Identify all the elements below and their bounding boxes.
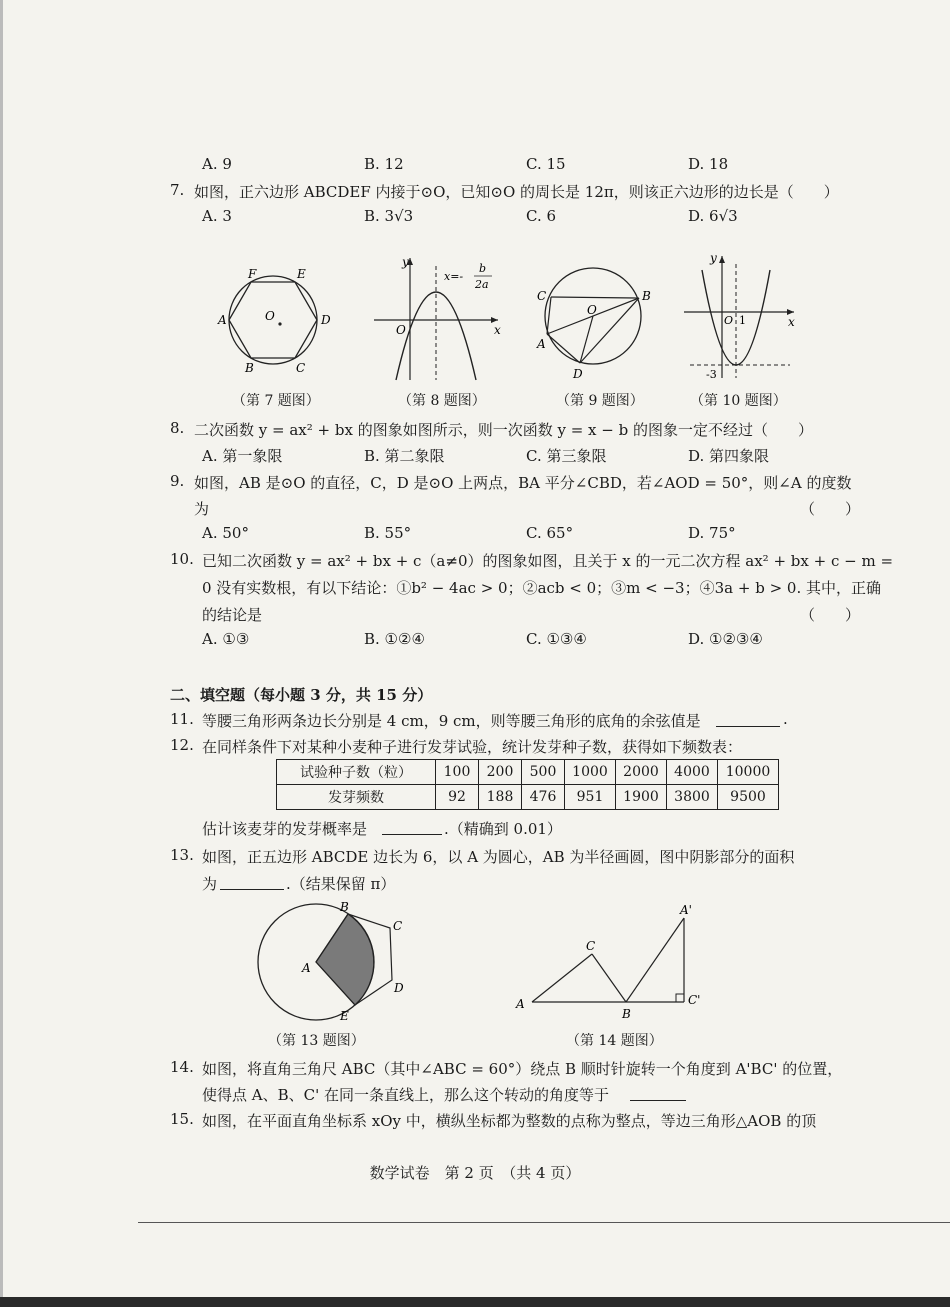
q14-line1: 如图，将直角三角尺 ABC（其中∠ABC = 60°）绕点 B 顺时针旋转一个角度到 A'BC' 的位置， — [202, 1060, 843, 1078]
caption-fig14: （第 14 题图） — [566, 1033, 663, 1049]
q6-option-b: B. 12 — [364, 155, 404, 173]
q12-after: 估计该麦芽的发芽概率是 — [202, 820, 368, 838]
fig8-label-x: x — [494, 323, 501, 337]
q10-option-a: A. ①③ — [202, 630, 250, 648]
q9-stem-cont: 为 — [194, 500, 210, 518]
fig14-label-c: C — [586, 939, 596, 953]
fig9-label-d: D — [573, 367, 583, 381]
fig7-label-o: O — [265, 309, 275, 323]
table-cell: 100 — [436, 760, 479, 785]
fig8-frac-num: b — [479, 262, 487, 275]
fig8-axis-eq: x=- — [444, 270, 464, 283]
q11-number: 11. — [170, 710, 194, 728]
section-2-title: 二、填空题（每小题 3 分，共 15 分） — [170, 686, 433, 704]
table-cell: 92 — [436, 785, 479, 810]
caption-fig10: （第 10 题图） — [690, 393, 787, 409]
fig9-label-o: O — [587, 303, 597, 317]
q7-option-a: A. 3 — [202, 207, 232, 225]
q13-number: 13. — [170, 846, 194, 864]
q6-option-a: A. 9 — [202, 155, 232, 173]
q15-line1: 如图，在平面直角坐标系 xOy 中，横纵坐标都为整数的点称为整点，等边三角形△AOB 的顶 — [202, 1112, 817, 1130]
table-cell: 4000 — [667, 760, 718, 785]
table-cell: 188 — [479, 785, 522, 810]
footer-rule — [138, 1222, 950, 1223]
fig8-frac-den: 2a — [475, 278, 489, 291]
table-cell: 951 — [565, 785, 616, 810]
figure-13-pentagon-circle — [250, 900, 420, 1026]
q11-stem: 等腰三角形两条边长分别是 4 cm，9 cm，则等腰三角形的底角的余弦值是 — [202, 712, 701, 730]
fig7-label-e: E — [297, 267, 306, 281]
q9-stem: 如图，AB 是⊙O 的直径，C，D 是⊙O 上两点，BA 平分∠CBD，若∠AOD = 50°，则∠A 的度数 — [194, 474, 852, 492]
q7-option-d: D. 6√3 — [688, 207, 738, 225]
q11-end: . — [783, 710, 788, 728]
q9-option-d: D. 75° — [688, 524, 736, 542]
q6-option-d: D. 18 — [688, 155, 729, 173]
fig7-label-f: F — [248, 267, 257, 281]
fig13-label-c: C — [393, 919, 403, 933]
caption-fig9: （第 9 题图） — [556, 393, 644, 409]
figure-14-triangles — [510, 900, 710, 1021]
germination-frequency-table — [276, 759, 779, 810]
q11-answer-blank — [716, 726, 780, 727]
fig14-label-cprime: C' — [688, 993, 701, 1007]
q7-option-b: B. 3√3 — [364, 207, 414, 225]
table-cell: 3800 — [667, 785, 718, 810]
q13-line1: 如图，正五边形 ABCDE 边长为 6，以 A 为圆心，AB 为半径画圆，图中阴影部分的面积 — [202, 848, 795, 866]
table-row-seeds — [277, 760, 779, 785]
q12-number: 12. — [170, 736, 194, 754]
fig7-label-a: A — [218, 313, 227, 327]
q9-option-b: B. 55° — [364, 524, 412, 542]
q8-option-a: A. 第一象限 — [202, 447, 283, 465]
q8-number: 8. — [170, 419, 185, 437]
page-footer: 数学试卷 第 2 页 （共 4 页） — [369, 1164, 581, 1182]
figure-9-circle — [525, 262, 665, 384]
q10-option-b: B. ①②④ — [364, 630, 425, 648]
fig13-label-d: D — [394, 981, 404, 995]
q9-option-c: C. 65° — [526, 524, 574, 542]
q13-line2b: .（结果保留 π） — [286, 875, 396, 893]
q12-after2: .（精确到 0.01） — [444, 820, 562, 838]
q10-paren: （ ） — [800, 606, 861, 624]
table-head-seeds: 试验种子数（粒） — [277, 760, 436, 785]
scan-edge — [0, 0, 3, 1307]
fig10-label-one: 1 — [739, 314, 746, 327]
figure-10-parabola — [680, 250, 800, 384]
fig9-label-c: C — [537, 289, 547, 303]
q14-answer-blank — [630, 1100, 686, 1101]
fig14-label-a: A — [516, 997, 525, 1011]
table-cell: 476 — [522, 785, 565, 810]
q7-stem: 如图，正六边形 ABCDEF 内接于⊙O，已知⊙O 的周长是 12π，则该正六边形的边长是（ ） — [194, 183, 839, 201]
fig9-label-b: B — [642, 289, 651, 303]
table-cell: 9500 — [718, 785, 779, 810]
q8-option-c: C. 第三象限 — [526, 447, 607, 465]
caption-fig13: （第 13 题图） — [268, 1033, 365, 1049]
q12-stem: 在同样条件下对某种小麦种子进行发芽试验，统计发芽种子数，获得如下频数表： — [202, 738, 743, 756]
table-cell: 10000 — [718, 760, 779, 785]
q9-paren: （ ） — [800, 500, 861, 518]
table-cell: 200 — [479, 760, 522, 785]
table-row-germination — [277, 785, 779, 810]
table-cell: 1900 — [616, 785, 667, 810]
q13-answer-blank — [220, 889, 284, 890]
fig7-label-c: C — [296, 361, 306, 375]
table-cell: 2000 — [616, 760, 667, 785]
q7-option-c: C. 6 — [526, 207, 557, 225]
fig8-label-o: O — [396, 323, 406, 337]
fig14-label-aprime: A' — [680, 903, 692, 917]
fig10-label-o: O — [724, 314, 734, 327]
q15-number: 15. — [170, 1110, 194, 1128]
q10-line3: 的结论是 — [202, 606, 263, 624]
q9-number: 9. — [170, 472, 185, 490]
fig10-label-neg3: -3 — [706, 368, 717, 381]
caption-fig8: （第 8 题图） — [398, 393, 486, 409]
q9-option-a: A. 50° — [202, 524, 249, 542]
figure-8-parabola — [370, 252, 510, 384]
fig7-label-d: D — [321, 313, 331, 327]
fig10-label-x: x — [788, 315, 795, 329]
table-head-germination: 发芽频数 — [277, 785, 436, 810]
table-cell: 500 — [522, 760, 565, 785]
q10-option-c: C. ①③④ — [526, 630, 587, 648]
q13-line2a: 为 — [202, 875, 218, 893]
q10-number: 10. — [170, 550, 194, 568]
fig13-label-e: E — [340, 1009, 349, 1023]
q8-option-b: B. 第二象限 — [364, 447, 445, 465]
q14-line2: 使得点 A、B、C' 在同一条直线上，那么这个转动的角度等于 — [202, 1086, 609, 1104]
fig9-label-a: A — [537, 337, 546, 351]
table-cell: 1000 — [565, 760, 616, 785]
q7-number: 7. — [170, 181, 185, 199]
figure-7-hexagon — [215, 262, 335, 382]
fig14-label-b: B — [622, 1007, 631, 1021]
fig8-label-y: y — [402, 255, 409, 269]
q10-line1: 已知二次函数 y = ax² + bx + c（a≠0）的图象如图，且关于 x 的一元二次方程 ax² + bx + c − m = — [202, 552, 894, 570]
fig10-label-y: y — [710, 251, 717, 265]
q8-stem: 二次函数 y = ax² + bx 的图象如图所示，则一次函数 y = x − b 的图象一定不经过（ ） — [194, 421, 813, 439]
q10-option-d: D. ①②③④ — [688, 630, 763, 648]
fig7-label-b: B — [245, 361, 254, 375]
fig13-label-b: B — [340, 900, 349, 914]
q6-option-c: C. 15 — [526, 155, 566, 173]
scan-bottom-edge — [0, 1297, 950, 1307]
q14-number: 14. — [170, 1058, 194, 1076]
q8-option-d: D. 第四象限 — [688, 447, 770, 465]
q10-line2: 0 没有实数根，有以下结论：①b² − 4ac > 0；②acb < 0；③m < −3；④3a + b > 0. 其中，正确 — [202, 579, 881, 597]
caption-fig7: （第 7 题图） — [232, 393, 320, 409]
q12-answer-blank — [382, 834, 442, 835]
fig13-label-a: A — [302, 961, 311, 975]
